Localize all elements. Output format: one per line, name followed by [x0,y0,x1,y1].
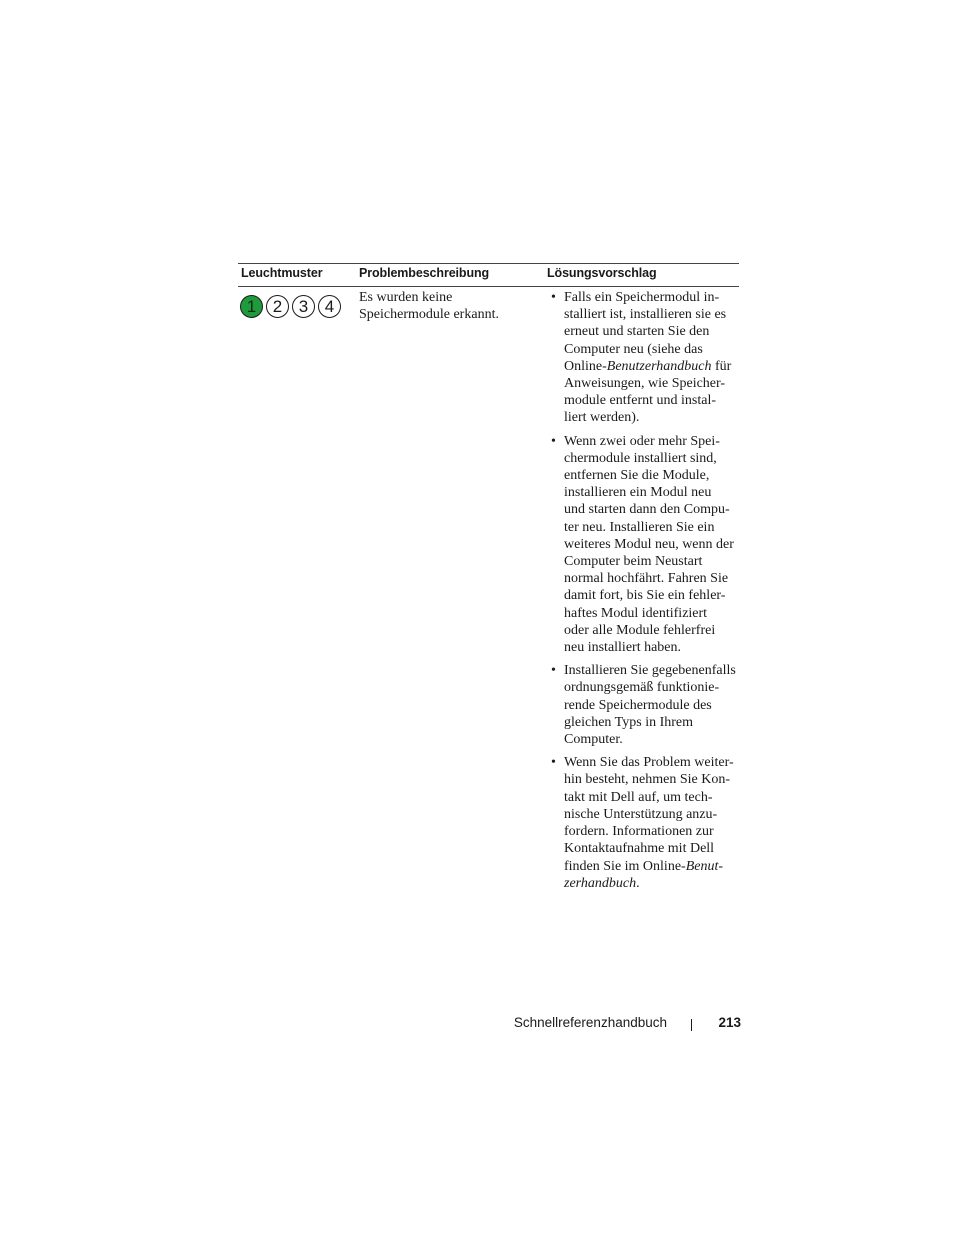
problem-description [359,289,534,323]
manual-reference: Benutzerhandbuch [606,358,712,374]
solution-item: • Wenn zwei oder mehr Spei- chermodule installiert sind, entfernen Sie die Module, installieren ein Modul neu und starten dann den Compu- ter neu. Installieren Sie ein weiteres Modul neu, wenn der Computer beim Neustart normal hochfährt. Fahren Sie damit fort, bis Sie ein fehler- haftes Modul identifiziert oder alle Module fehlerfrei neu installiert haben. [551,433,734,656]
footer-title: Schnellreferenzhandbuch [513,1015,667,1030]
light-4-icon: 4 [318,295,341,318]
diagnostic-table [238,263,739,907]
light-2-icon: 2 [266,295,289,318]
light-1-icon: 1 [240,295,263,318]
solution-list [547,289,739,898]
table-header [238,263,739,287]
header-problem: Problembeschreibung [359,266,490,280]
problem-line: Es wurden keine [359,290,453,305]
problem-line: Speichermodule erkannt. [359,307,499,323]
bullet-icon: • [551,433,556,449]
bullet-icon: • [551,290,556,305]
page-footer [0,1015,954,1035]
table-row [238,287,739,907]
bullet-icon: • [551,755,556,771]
header-pattern: Leuchtmuster [241,266,323,280]
page-number: 213 [718,1015,741,1030]
solution-item: • Installieren Sie gegebenenfalls ordnungsgemäß funktionie- rende Speichermodule des gleichen Typs in Ihrem Computer. [551,663,736,748]
light-pattern [240,295,341,318]
manual-reference: zerhandbuch [564,875,637,891]
footer-divider [691,1019,692,1031]
solution-item: • Falls ein Speichermodul in- stalliert ist, installieren sie es erneut und starten Sie den Computer neu (siehe das Online-Benutzerhandbuch für Anweisungen, wie Speicher- module entfernt und instal- liert werden). [551,290,732,426]
bullet-icon: • [551,663,556,679]
manual-reference: Benut- [685,858,724,874]
light-3-icon: 3 [292,295,315,318]
header-solution: Lösungsvorschlag [547,266,657,280]
solution-item: • Wenn Sie das Problem weiter- hin besteht, nehmen Sie Kon- takt mit Dell auf, um tech- nische Unterstützung anzu- fordern. Informationen zur Kontaktaufnahme mit Dell finden Sie im Online-Benut- zerhandbuch. [551,755,734,891]
